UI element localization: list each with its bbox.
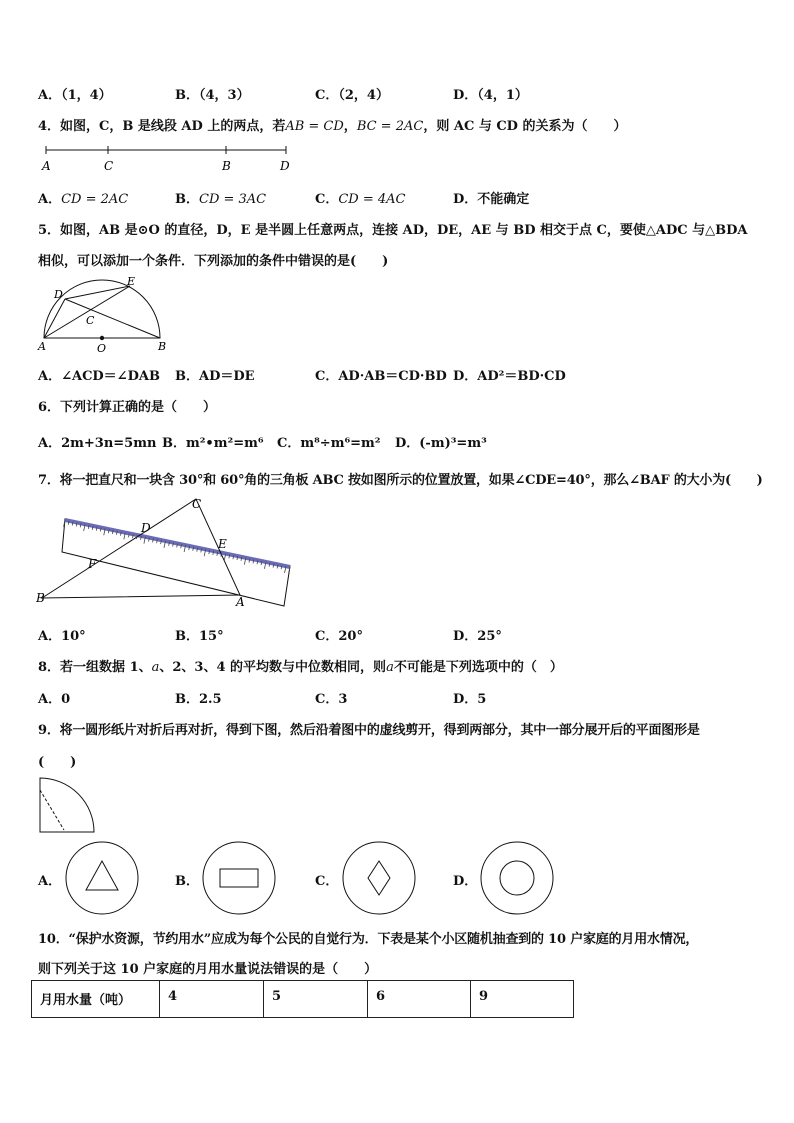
q7-option-a: A．10°: [38, 629, 86, 644]
q6-option-b: B．m²•m²=m⁶: [162, 436, 264, 451]
point-a-label: A: [236, 595, 245, 609]
q6-option-d: D．(-m)³=m³: [395, 436, 487, 451]
table-header-cell: 月用水量（吨）: [32, 981, 160, 1018]
q9-folded-paper-figure: [38, 776, 98, 834]
point-f-label: F: [88, 557, 97, 571]
q8-variable: a: [151, 660, 160, 675]
q9-stem-line-1: 9．将一圆形纸片对折后再对折，得到下图，然后沿着图中的虚线剪开，得到两部分，其中一部分展开后的平面图形是: [38, 723, 700, 738]
q8-stem: [38, 656, 563, 675]
q5-stem-line-2: 相似，可以添加一个条件．下列添加的条件中错误的是( ): [38, 254, 389, 269]
q7-option-b: B．15°: [175, 629, 224, 644]
q10-stem-line-1: 10．“保护水资源，节约用水”应成为每个公民的自觉行为．下表是某个小区随机抽查到的 10 户家庭的月用水情况，: [38, 932, 699, 947]
q9-option-a-figure: [64, 840, 140, 916]
q4-option-a: A．CD = 2AC: [38, 192, 129, 207]
q5-option-a: A．∠ACD＝∠DAB: [38, 369, 160, 384]
q5-option-b: B．AD＝DE: [175, 369, 255, 384]
water-usage-table: [31, 980, 574, 1018]
q4-comma: ，: [343, 119, 357, 134]
q9-option-a-label: A．: [38, 874, 62, 889]
q4-stem: [38, 115, 627, 134]
q5-stem-line-1: 5．如图，AB 是⊙O 的直径，D，E 是半圆上任意两点，连接 AD，DE，AE 与 BD 相交于点 C，要使△ADC 与△BDA: [38, 223, 748, 238]
q7-option-d: D．25°: [453, 629, 502, 644]
point-b-label: B: [36, 591, 45, 605]
q4-condition-1: AB = CD: [285, 119, 344, 134]
q5-semicircle-figure: [34, 272, 174, 356]
q10-stem-line-2: 则下列关于这 10 户家庭的月用水量说法错误的是（ ）: [38, 962, 378, 977]
table-cell: 6: [368, 981, 471, 1018]
q4-option-d: D．不能确定: [453, 192, 530, 207]
q4-segment-figure: [36, 140, 306, 176]
point-a-label: A: [42, 159, 51, 173]
q6-option-a: A．2m+3n=5mn: [38, 436, 157, 451]
q5-option-c: C．AD·AB＝CD·BD: [315, 369, 447, 384]
q6-stem: 6．下列计算正确的是（ ）: [38, 400, 217, 415]
point-a-label: A: [38, 340, 46, 353]
table-row: [32, 981, 574, 1018]
q9-option-c-label: C．: [315, 874, 339, 889]
q3-option-a: A．（1，4）: [38, 88, 112, 103]
q4-option-b: B．CD = 3AC: [175, 192, 267, 207]
q7-stem: 7．将一把直尺和一块含 30°和 60°角的三角板 ABC 按如图所示的位置放置，如果∠CDE=40°，那么∠BAF 的大小为( ): [38, 473, 763, 488]
q9-option-b-figure: [201, 840, 277, 916]
q4-stem-text: 4．如图，C，B 是线段 AD 上的两点，若: [38, 119, 286, 134]
q4-condition-2: BC = 2AC: [356, 119, 424, 134]
table-cell: 4: [160, 981, 264, 1018]
point-d-label: D: [280, 159, 290, 173]
q8-stem-mid: 、2、3、4 的平均数与中位数相同，则: [159, 660, 387, 675]
q3-option-c: C．（2，4）: [315, 88, 389, 103]
q8-option-a: A．0: [38, 692, 71, 707]
table-cell: 5: [264, 981, 368, 1018]
q8-option-b: B．2.5: [175, 692, 222, 707]
table-cell: 9: [471, 981, 574, 1018]
q7-ruler-triangle-figure: [34, 494, 296, 612]
q4-stem-tail: ，则 AC 与 CD 的关系为（ ）: [423, 119, 627, 134]
q8-option-c: C．3: [315, 692, 348, 707]
q9-option-d-figure: [479, 840, 555, 916]
q3-option-d: D．（4，1）: [453, 88, 528, 103]
q8-option-d: D．5: [453, 692, 487, 707]
q6-option-c: C．m⁸÷m⁶=m²: [277, 436, 381, 451]
point-c-label: C: [192, 497, 202, 511]
q7-option-c: C．20°: [315, 629, 363, 644]
point-e-label: E: [127, 275, 136, 288]
q9-option-b-label: B．: [175, 874, 199, 889]
q9-option-d-label: D．: [453, 874, 478, 889]
point-o-label: O: [97, 342, 107, 355]
q4-option-c: C．CD = 4AC: [315, 192, 406, 207]
q9-option-c-figure: [341, 840, 417, 916]
point-c-label: C: [86, 314, 95, 327]
point-d-label: D: [141, 521, 151, 535]
q8-variable-2: a: [386, 660, 394, 675]
point-e-label: E: [218, 537, 227, 551]
q9-stem-line-2: ( ): [38, 755, 77, 770]
point-c-label: C: [104, 159, 114, 173]
point-d-label: D: [54, 288, 63, 301]
point-b-label: B: [158, 340, 167, 353]
point-b-label: B: [222, 159, 231, 173]
q8-stem-tail: 不可能是下列选项中的（ ）: [393, 660, 563, 675]
q8-stem-text: 8．若一组数据 1、: [38, 660, 152, 675]
q5-option-d: D．AD²＝BD·CD: [453, 369, 566, 384]
q3-option-b: B．（4，3）: [175, 88, 250, 103]
